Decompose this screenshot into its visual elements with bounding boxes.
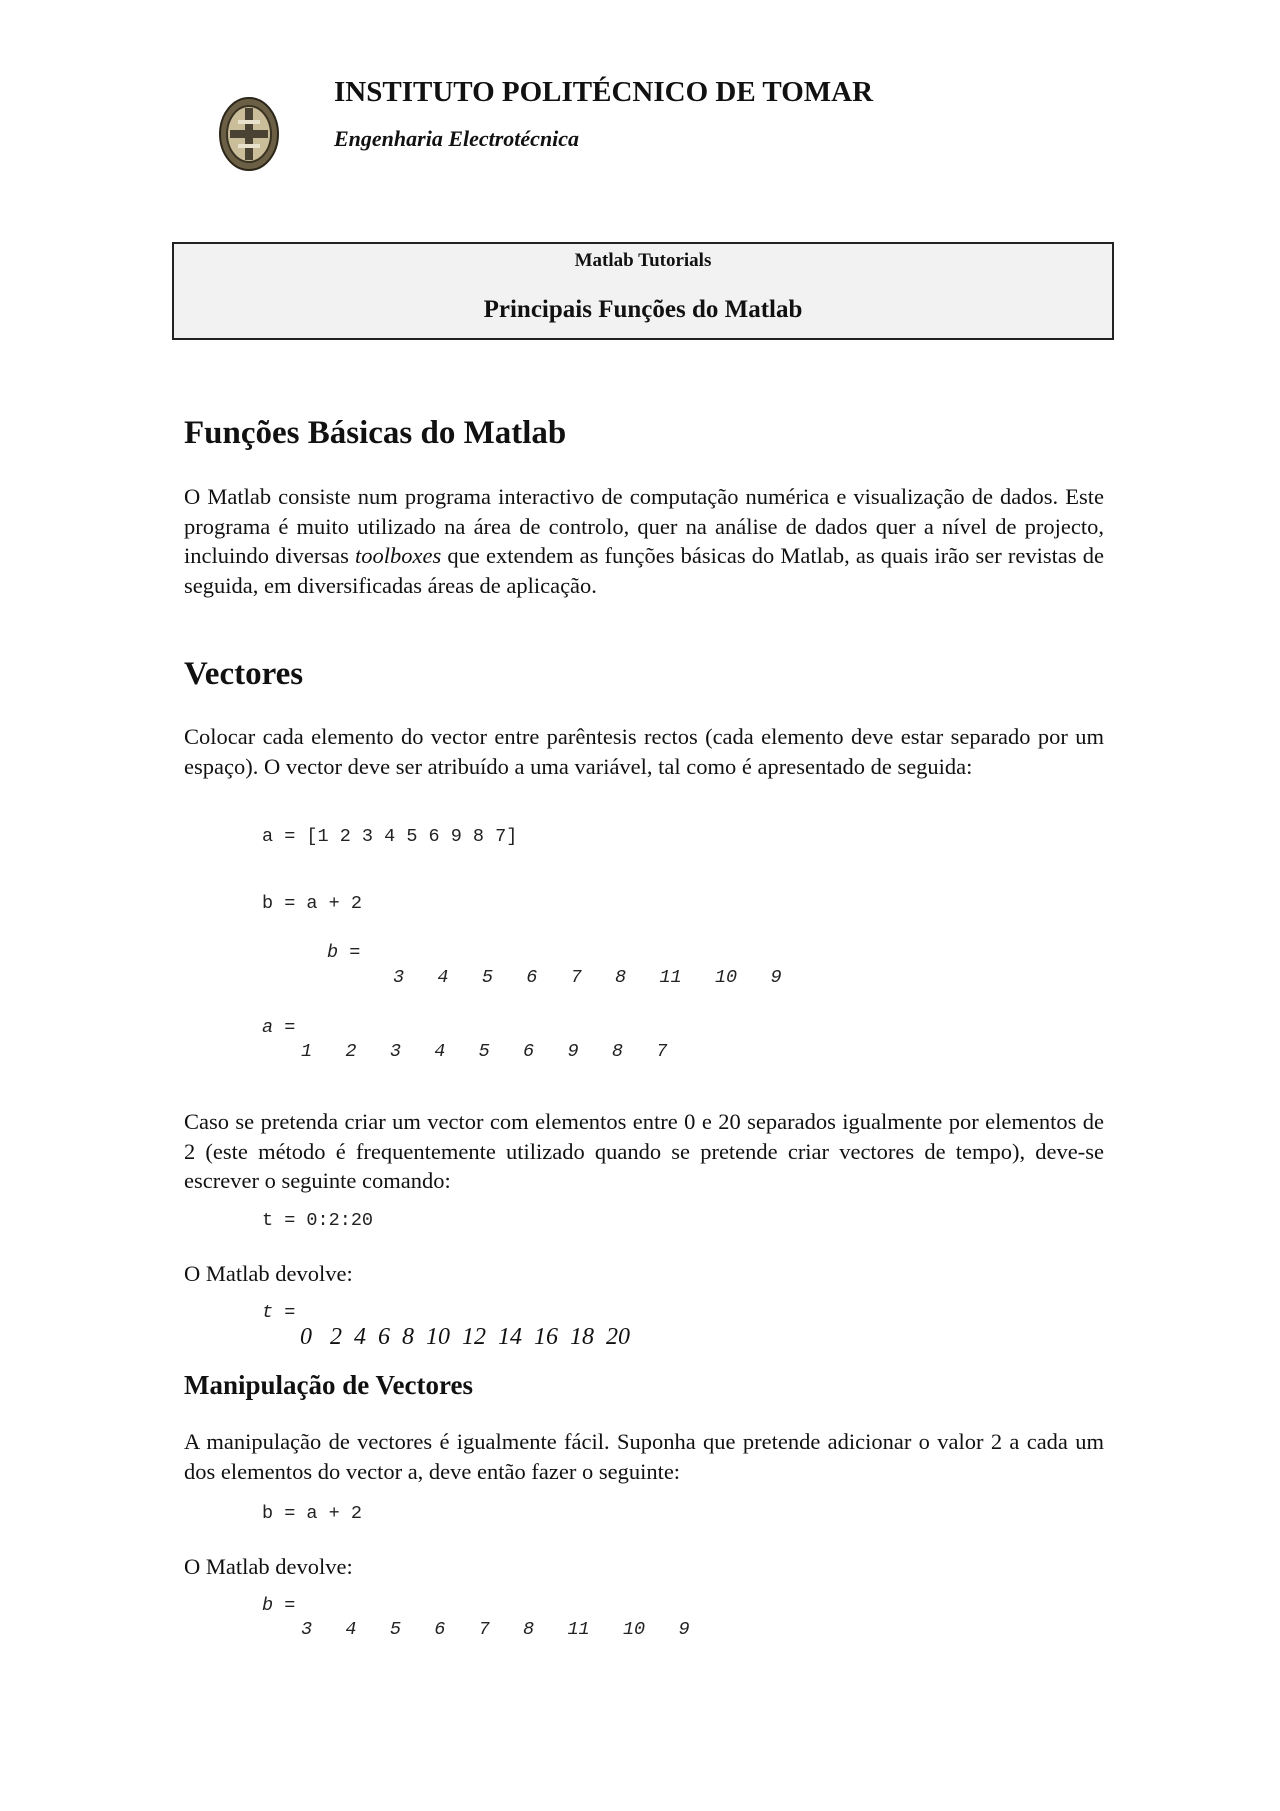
code-b-assign: b = a + 2	[262, 893, 362, 914]
output-b-label: b =	[327, 942, 361, 963]
heading-vector-manipulation: Manipulação de Vectores	[184, 1370, 473, 1400]
document-title: Principais Funções do Matlab	[483, 296, 803, 323]
paragraph-basic-italic: toolboxes	[355, 543, 442, 568]
code-vector-a: a = [1 2 3 4 5 6 9 8 7]	[262, 826, 518, 847]
series-label: Matlab Tutorials	[574, 250, 712, 271]
output-t-values: 0 2 4 6 8 10 12 14 16 18 20	[300, 1324, 630, 1350]
matlab-returns-1: O Matlab devolve:	[184, 1261, 353, 1286]
paragraph-basic-part-2: que extendem as funções básicas do Matlab, as quais irão ser revistas de seguida, em diversificadas áreas de aplicação.	[184, 543, 1104, 598]
output-b-values: 3 4 5 6 7 8 11 10 9	[393, 967, 782, 988]
department-name: Engenharia Electrotécnica	[334, 126, 580, 151]
code-t-assign: t = 0:2:20	[262, 1210, 374, 1231]
output-b-values-2: 3 4 5 6 7 8 11 10 9	[301, 1619, 690, 1640]
institution-name: INSTITUTO POLITÉCNICO DE TOMAR	[334, 76, 874, 108]
paragraph-manipulation: A manipulação de vectores é igualmente fácil. Suponha que pretende adicionar o valor 2 a cada um dos elementos do vector a, deve então fazer o seguinte:	[184, 1429, 1104, 1484]
paragraph-time-vector: Caso se pretenda criar um vector com elementos entre 0 e 20 separados igualmente por elementos de 2 (este método é frequentemente utilizado quando se pretende criar vectores de tempo), deve-se escrever o seguinte comando:	[184, 1109, 1104, 1193]
matlab-returns-2: O Matlab devolve:	[184, 1554, 353, 1579]
paragraph-basic-part-1: O Matlab consiste num programa interactivo de computação numérica e visualização de dados. Este programa é muito utilizado na área de controlo, quer na análise de dados quer a nível de projecto, incluindo diversas	[184, 484, 1104, 568]
output-a-label: a =	[262, 1017, 296, 1038]
title-box	[172, 242, 1114, 340]
heading-basic-functions: Funções Básicas do Matlab	[184, 415, 567, 451]
paragraph-vectors: Colocar cada elemento do vector entre parêntesis rectos (cada elemento deve estar separado por um espaço). O vector deve ser atribuído a uma variável, tal como é apresentado de seguida:	[184, 724, 1104, 779]
seal-icon	[218, 96, 280, 172]
paragraph-basic	[184, 482, 1104, 600]
output-t-label: t =	[262, 1302, 296, 1323]
output-b-label-2: b =	[262, 1595, 296, 1616]
heading-vectors: Vectores	[184, 656, 304, 692]
code-b-assign-2: b = a + 2	[262, 1503, 362, 1524]
output-a-values: 1 2 3 4 5 6 9 8 7	[301, 1041, 668, 1062]
